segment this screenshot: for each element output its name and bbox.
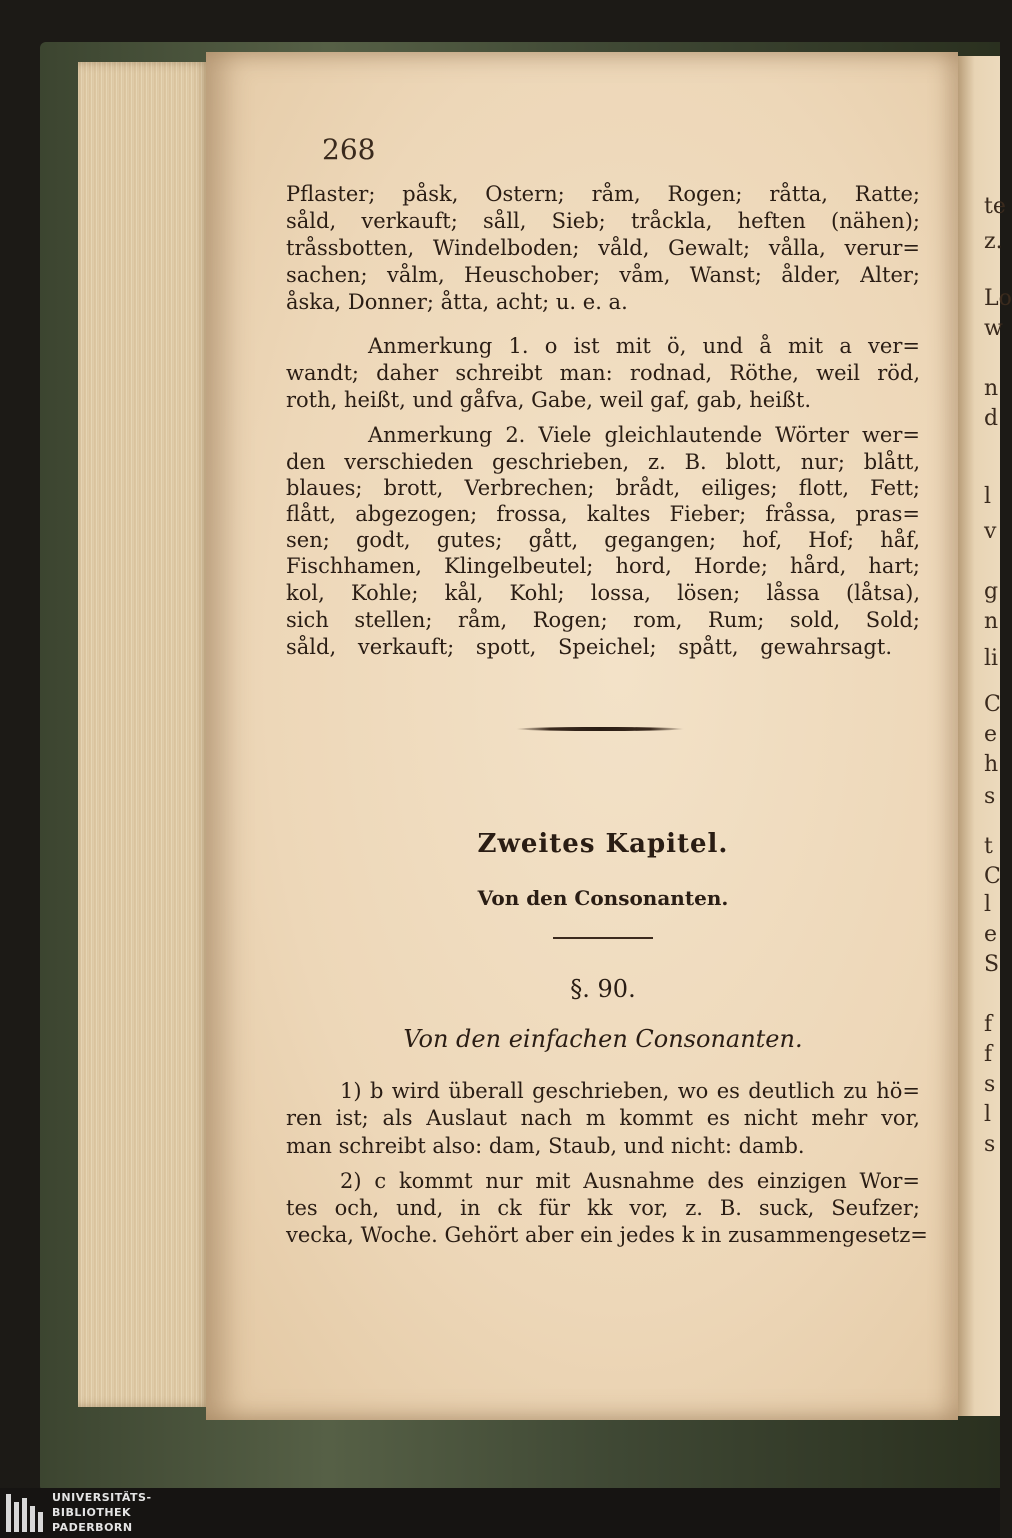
- text-line: blaues; brott, Verbrechen; brådt, eiliges; flott, Fett;: [286, 476, 920, 500]
- text-line: Fischhamen, Klingelbeutel; hord, Horde; hård, hart;: [286, 554, 920, 578]
- facing-page-fragment: s: [984, 784, 996, 809]
- facing-page-fragment: e: [984, 722, 998, 747]
- text-line: såld, verkauft; spott, Speichel; spått, gewahrsagt.: [286, 635, 892, 659]
- library-footer: [0, 1488, 1000, 1538]
- chapter-subtitle: Von den Consonanten.: [477, 886, 729, 910]
- text-line: flått, abgezogen; frossa, kaltes Fieber; fråssa, pras=: [286, 502, 920, 526]
- facing-page-fragment: l: [984, 484, 992, 509]
- facing-page-fragment: s: [984, 1072, 996, 1097]
- facing-page-fragment: n: [984, 609, 999, 634]
- facing-page-fragment: z.: [984, 229, 1003, 254]
- text-line: vecka, Woche. Gehört aber ein jedes k in zusammengesetz=: [286, 1223, 928, 1247]
- library-name-line: PADERBORN: [52, 1521, 133, 1534]
- text-line: tes och, und, in ck für kk vor, z. B. suck, Seufzer;: [286, 1196, 920, 1220]
- facing-page-fragment: v: [984, 519, 997, 544]
- chapter-title: Zweites Kapitel.: [477, 829, 729, 859]
- library-name: [52, 1490, 152, 1535]
- text-line: ren ist; als Auslaut nach m kommt es nicht mehr vor,: [286, 1106, 920, 1130]
- facing-page-fragment: f: [984, 1012, 993, 1037]
- section-title: Von den einfachen Consonanten.: [403, 1025, 803, 1053]
- text-line: wandt; daher schreibt man: rodnad, Röthe, weil röd,: [286, 361, 920, 385]
- facing-page-fragment: li: [984, 646, 999, 671]
- library-logo-icon: [6, 1494, 46, 1532]
- page-number: 268: [322, 133, 376, 166]
- text-line: sachen; vålm, Heuschober; våm, Wanst; ålder, Alter;: [286, 263, 920, 287]
- text-line: den verschieden geschrieben, z. B. blott, nur; blått,: [286, 450, 920, 474]
- library-name-line: UNIVERSITÄTS-: [52, 1491, 152, 1504]
- facing-page-fragment: l: [984, 892, 992, 917]
- facing-page-fragment: s: [984, 1132, 996, 1157]
- facing-page-edge: [958, 56, 1012, 1416]
- facing-page-fragment: g: [984, 579, 999, 604]
- facing-page-fragment: h: [984, 752, 999, 777]
- text-line: 1) b wird überall geschrieben, wo es deutlich zu hö=: [340, 1079, 920, 1103]
- text-line: sich stellen; råm, Rogen; rom, Rum; sold, Sold;: [286, 608, 920, 632]
- text-line: man schreibt also: dam, Staub, und nicht: damb.: [286, 1134, 805, 1158]
- decorative-rule: [516, 727, 684, 731]
- facing-page-fragment: l: [984, 1102, 992, 1127]
- facing-page-fragment: e: [984, 922, 998, 947]
- text-line: roth, heißt, und gåfva, Gabe, weil gaf, gab, heißt.: [286, 388, 812, 412]
- facing-page-fragment: S: [984, 952, 1000, 977]
- text-line: tråssbotten, Windelboden; våld, Gewalt; vålla, verur=: [286, 236, 920, 260]
- text-line: Anmerkung 1. o ist mit ö, und å mit a ver=: [368, 334, 920, 358]
- text-line: 2) c kommt nur mit Ausnahme des einzigen Wor=: [340, 1169, 920, 1193]
- facing-page-fragment: t: [984, 834, 993, 859]
- facing-page-fragment: f: [984, 1042, 993, 1067]
- text-line: åska, Donner; åtta, acht; u. e. a.: [286, 290, 628, 314]
- facing-page-fragment: Lo: [984, 286, 1012, 311]
- text-line: sen; godt, gutes; gått, gegangen; hof, Hof; håf,: [286, 528, 920, 552]
- facing-page-fragment: w: [984, 316, 1003, 341]
- facing-page-fragment: C: [984, 864, 1001, 889]
- library-name-line: BIBLIOTHEK: [52, 1506, 132, 1519]
- divider: [553, 937, 653, 939]
- facing-page-fragment: d: [984, 406, 999, 431]
- facing-page-fragment: n: [984, 376, 999, 401]
- text-line: kol, Kohle; kål, Kohl; lossa, lösen; låssa (låtsa),: [286, 581, 920, 605]
- text-line: Pflaster; påsk, Ostern; råm, Rogen; råtta, Ratte;: [286, 182, 920, 206]
- page-edges: [78, 62, 210, 1407]
- facing-page-fragment: te: [984, 194, 1006, 219]
- text-line: Anmerkung 2. Viele gleichlautende Wörter wer=: [368, 423, 920, 447]
- facing-page-fragment: C: [984, 692, 1001, 717]
- section-number: §. 90.: [570, 975, 636, 1003]
- text-line: såld, verkauft; såll, Sieb; tråckla, heften (nähen);: [286, 209, 920, 233]
